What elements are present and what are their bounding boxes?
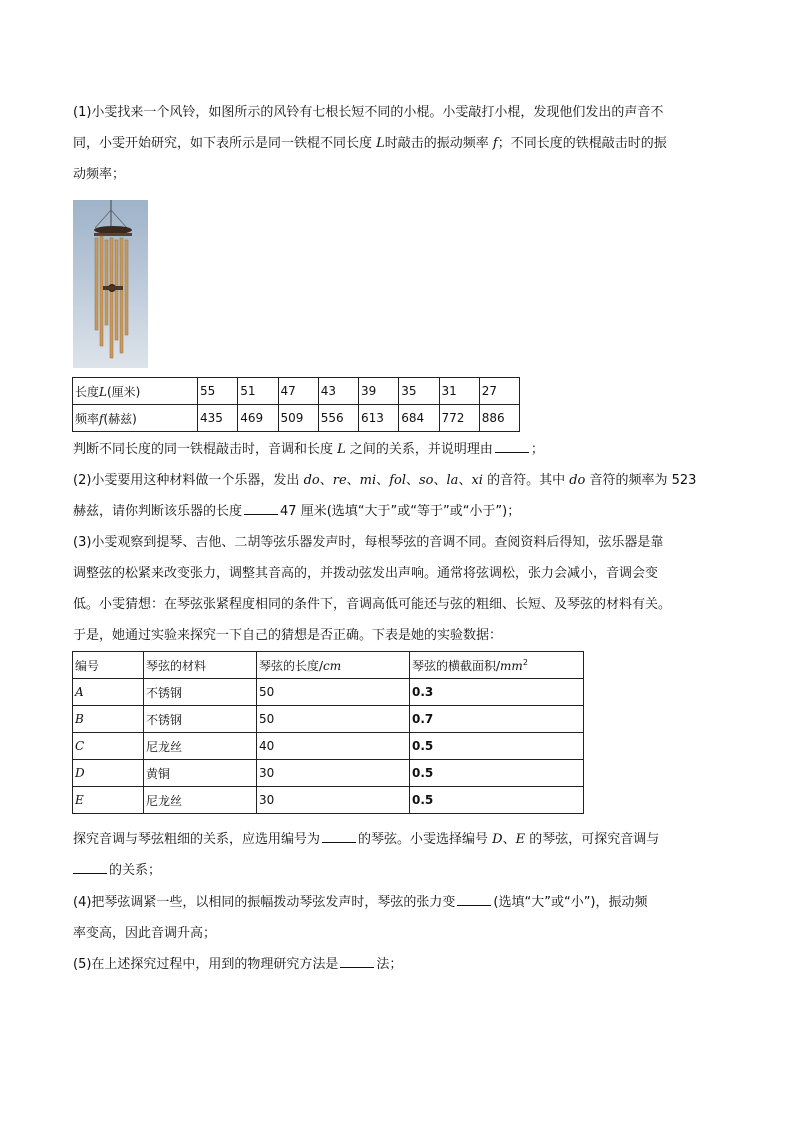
- answer-blank: [73, 861, 107, 874]
- answer-blank: [244, 502, 278, 515]
- cell-length: 50: [257, 706, 410, 733]
- question-5-text: (5)在上述探究过程中，用到的物理研究方法是 法；: [73, 957, 403, 972]
- table-cell: 469: [238, 405, 278, 432]
- table-cell: 47: [278, 378, 318, 405]
- question-3-line-2: 调整弦的松紧来改变张力，调整其音高的，并拨动弦发出声响。通常将弦调松，张力会减小，音调会变: [73, 566, 659, 581]
- question-3b-line-2: 的关系；: [73, 861, 161, 881]
- cell-material: 不锈钢: [144, 706, 257, 733]
- question-1-text: 判断不同长度的同一铁棍敲击时，音调和长度 L 之间的关系，并说明理由 ；: [73, 442, 544, 457]
- header-area: 琴弦的横截面积$/mm^2$: [410, 652, 584, 679]
- question-3-line-1: (3)小雯观察到提琴、吉他、二胡等弦乐器发声时，每根琴弦的音调不同。查阅资料后得知，弦乐器是靠: [73, 535, 664, 550]
- question-4-line-2: 率变高，因此音调升高；: [73, 926, 217, 941]
- header-material: 琴弦的材料: [144, 652, 257, 679]
- table-cell: 613: [359, 405, 399, 432]
- table-row: [73, 679, 584, 706]
- cell-id: C: [73, 733, 144, 760]
- row-label-length: 长度L(厘米): [73, 378, 198, 405]
- paragraph-1-line-2: 同，小雯开始研究，如下表所示是同一铁棍不同长度 L时敲击的振动频率 f；不同长度的铁棍敲击时的振: [73, 136, 667, 151]
- wind-chime-image: [73, 200, 148, 368]
- table-row: [73, 760, 584, 787]
- answer-blank: [340, 955, 374, 968]
- table-row: [73, 787, 584, 814]
- cell-id: D: [73, 760, 144, 787]
- cell-length: 40: [257, 733, 410, 760]
- paragraph-1-line-3: 动频率；: [73, 167, 126, 182]
- answer-blank: [457, 893, 491, 906]
- table-cell: 27: [479, 378, 519, 405]
- cell-area: 0.3: [410, 679, 584, 706]
- cell-id: A: [73, 679, 144, 706]
- table-cell: 55: [198, 378, 238, 405]
- cell-area: 0.5: [410, 787, 584, 814]
- row-label-frequency: 频率f(赫兹): [73, 405, 198, 432]
- table-cell: 39: [359, 378, 399, 405]
- question-3-line-4: 于是，她通过实验来探究一下自己的猜想是否正确。下表是她的实验数据：: [73, 628, 503, 643]
- table-cell: 772: [439, 405, 479, 432]
- table-row: [73, 378, 520, 405]
- question-4-line-1: (4)把琴弦调紧一些，以相同的振幅拨动琴弦发声时，琴弦的张力变 (选填“大”或“小”)，振动频: [73, 895, 648, 910]
- frequency-length-table: [72, 377, 520, 432]
- cell-id: E: [73, 787, 144, 814]
- cell-material: 尼龙丝: [144, 733, 257, 760]
- cell-length: 30: [257, 787, 410, 814]
- table-cell: 43: [318, 378, 358, 405]
- cell-area: 0.7: [410, 706, 584, 733]
- cell-id: B: [73, 706, 144, 733]
- question-2-line-2: 赫兹，请你判断该乐器的长度 47 厘米(选填“大于”或“等于”或“小于”)；: [73, 504, 521, 519]
- question-3-line-3: 低。小雯猜想：在琴弦张紧程度相同的条件下，音调高低可能还与弦的粗细、长短、及琴弦的材料有关。: [73, 597, 672, 612]
- cell-area: 0.5: [410, 733, 584, 760]
- cell-material: 尼龙丝: [144, 787, 257, 814]
- cell-material: 黄铜: [144, 760, 257, 787]
- answer-blank: [322, 830, 356, 843]
- table-row: [73, 405, 520, 432]
- table-cell: 435: [198, 405, 238, 432]
- table-row: [73, 733, 584, 760]
- table-row: [73, 706, 584, 733]
- table-cell: 51: [238, 378, 278, 405]
- table-cell: 684: [399, 405, 439, 432]
- string-experiment-table: [72, 651, 584, 814]
- table-header-row: [73, 652, 584, 679]
- table-cell: 35: [399, 378, 439, 405]
- cell-area: 0.5: [410, 760, 584, 787]
- table-cell: 509: [278, 405, 318, 432]
- header-length: 琴弦的长度/cm: [257, 652, 410, 679]
- cell-length: 50: [257, 679, 410, 706]
- cell-material: 不锈钢: [144, 679, 257, 706]
- cell-length: 30: [257, 760, 410, 787]
- table-cell: 556: [318, 405, 358, 432]
- table-cell: 31: [439, 378, 479, 405]
- question-3b-line-1: 探究音调与琴弦粗细的关系，应选用编号为 的琴弦。小雯选择编号 D、E 的琴弦，可探究音调与: [73, 832, 660, 847]
- header-id: 编号: [73, 652, 144, 679]
- answer-blank: [495, 440, 529, 453]
- table-cell: 886: [479, 405, 519, 432]
- question-2-line-1: (2)小雯要用这种材料做一个乐器，发出 do、re、mi、fol、so、la、xi 的音符。其中 do 音符的频率为 523: [73, 473, 697, 488]
- paragraph-1-line-1: (1)小雯找来一个风铃，如图所示的风铃有七根长短不同的小棍。小雯敲打小棍，发现他们发出的声音不: [73, 105, 664, 120]
